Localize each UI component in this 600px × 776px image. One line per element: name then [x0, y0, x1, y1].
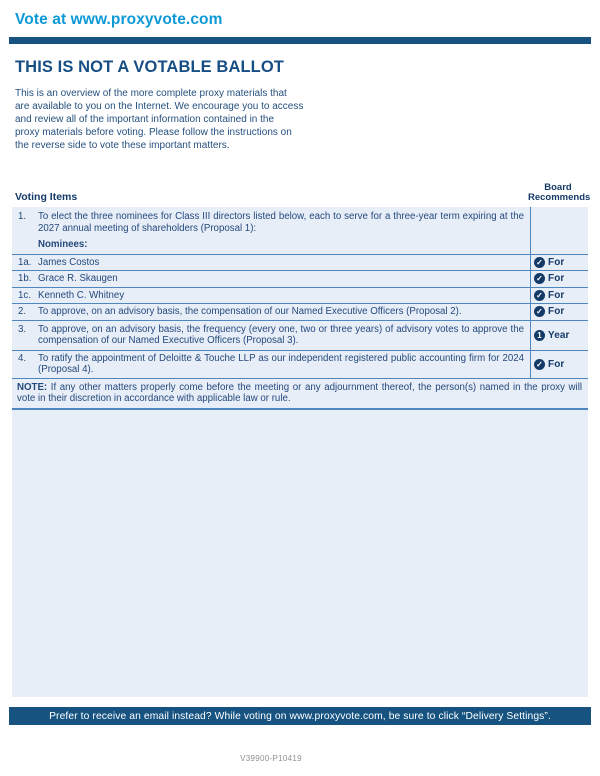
row-main-cell: [12, 321, 531, 350]
intro-line: the reverse side to vote these important matters.: [15, 140, 230, 151]
top-divider-bar: [9, 37, 591, 44]
recommend-label: For: [548, 273, 565, 285]
board-recommends-header: [528, 182, 591, 205]
recommend-cell: [531, 255, 588, 271]
intro-line: proxy materials before voting. Please follow the instructions on: [15, 127, 292, 138]
board-recommends-line2: Recommends: [528, 192, 591, 203]
recommend-label: For: [548, 306, 565, 318]
recommend-label: For: [548, 358, 565, 370]
row-main-cell: [12, 351, 531, 378]
table-row-nominee-1a: [12, 255, 588, 272]
email-preference-banner: Prefer to receive an email instead? While voting on www.proxyvote.com, be sure to click “Delivery Settings”.: [9, 707, 591, 725]
row-main-cell: [12, 207, 531, 254]
check-circle-icon: ✓: [534, 359, 545, 370]
table-row-proposal-2: [12, 304, 588, 321]
row-text: Kenneth C. Whitney: [38, 289, 125, 301]
page-title: THIS IS NOT A VOTABLE BALLOT: [15, 58, 284, 76]
recommend-label: For: [548, 289, 565, 301]
note-row: [12, 379, 588, 410]
voting-items-header: Voting Items: [15, 191, 78, 203]
note-text: If any other matters properly come before the meeting or any adjournment thereof, the person(s) named in the proxy will vote in their discretion in accordance with applicable law or rule.: [17, 381, 582, 404]
row-number: 4.: [18, 352, 27, 364]
table-row-proposal-1: [12, 207, 588, 255]
recommend-cell: [531, 271, 588, 287]
voting-table: [12, 207, 588, 697]
recommend-cell: [531, 304, 588, 320]
note-label: NOTE:: [17, 381, 48, 393]
board-recommends-line1: Board: [544, 182, 572, 193]
check-circle-icon: ✓: [534, 290, 545, 301]
row-text: To ratify the appointment of Deloitte & Touche LLP as our independent registered public accounting firm for 2024 (Proposal 4).: [38, 352, 524, 375]
recommend-label: Year: [548, 329, 570, 341]
row-number: 3.: [18, 323, 27, 335]
one-circle-icon: 1: [534, 330, 545, 341]
intro-line: This is an overview of the more complete proxy materials that: [15, 88, 287, 99]
row-number: 1.: [18, 211, 27, 222]
row-main-cell: [12, 304, 531, 320]
recommend-label: For: [548, 256, 565, 268]
row-main-cell: [12, 255, 531, 271]
table-row-nominee-1c: [12, 288, 588, 305]
recommend-cell-empty: [531, 207, 588, 254]
row-text: To approve, on an advisory basis, the frequency (every one, two or three years) of advisory votes to approve the compensation of our Named Executive Officers (Proposal 3).: [38, 323, 524, 346]
row-text: To approve, on an advisory basis, the compensation of our Named Executive Officers (Proposal 2).: [38, 306, 462, 317]
intro-paragraph: [15, 87, 303, 152]
nominees-label: Nominees:: [38, 239, 88, 250]
check-circle-icon: ✓: [534, 273, 545, 284]
table-row-nominee-1b: [12, 271, 588, 288]
intro-line: are available to you on the Internet. We encourage you to access: [15, 101, 304, 112]
recommend-cell: [531, 351, 588, 378]
table-header: [12, 182, 591, 205]
row-number: 2.: [18, 306, 27, 317]
table-row-proposal-4: [12, 351, 588, 379]
intro-line: and review all of the important information contained in the: [15, 114, 275, 125]
row-text: James Costos: [38, 256, 100, 268]
row-main-cell: [12, 271, 531, 287]
form-code: V39900-P10419: [240, 754, 302, 763]
row-text: To elect the three nominees for Class III directors listed below, each to serve for a three-year term expiring at the 2027 annual meeting of shareholders (Proposal 1):: [38, 211, 524, 234]
check-circle-icon: ✓: [534, 257, 545, 268]
vote-url-header: Vote at www.proxyvote.com: [15, 11, 223, 28]
row-number: 1b.: [18, 273, 32, 284]
recommend-cell: [531, 321, 588, 350]
recommend-cell: [531, 288, 588, 304]
row-main-cell: [12, 288, 531, 304]
table-row-proposal-3: [12, 321, 588, 351]
check-circle-icon: ✓: [534, 306, 545, 317]
row-text-cell: [38, 211, 530, 251]
row-number: 1a.: [18, 256, 32, 268]
row-number: 1c.: [18, 289, 31, 301]
row-text: Grace R. Skaugen: [38, 273, 118, 284]
